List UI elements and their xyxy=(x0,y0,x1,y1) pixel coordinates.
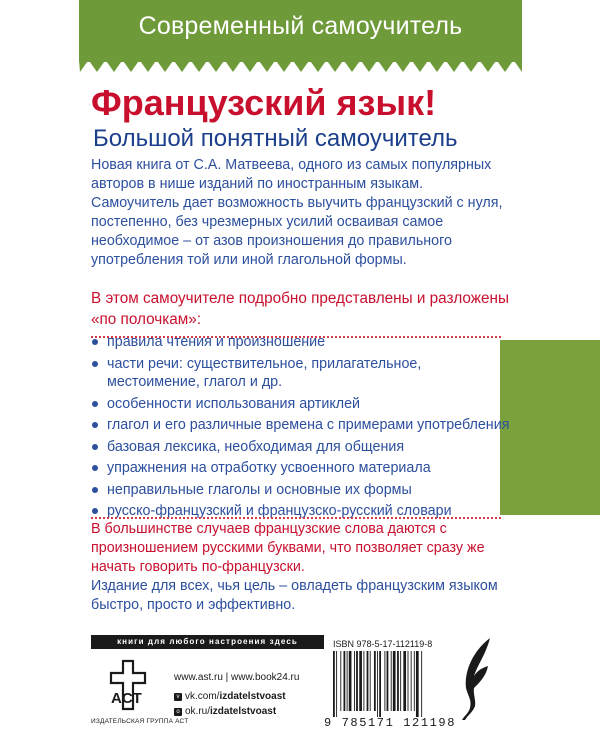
bullet-icon xyxy=(92,465,98,471)
side-green-tab xyxy=(500,340,600,515)
series-title: Современный самоучитель xyxy=(138,12,463,40)
dotted-divider xyxy=(91,517,501,519)
bullet-icon xyxy=(92,361,98,367)
slogan-bar: книги для любого настроения здесь xyxy=(91,635,324,649)
banner-zigzag-edge xyxy=(79,60,522,76)
logo-lettering: ACT xyxy=(111,690,142,707)
barcode-number: 9 785171 121198 xyxy=(324,716,457,730)
features-lead: В этом самоучителе подробно представлены и разложены «по полочкам»: xyxy=(91,290,509,328)
intro-paragraph-2: Самоучитель дает возможность выучить французский с нуля, постепенно, без чрезмерных усилий осваивая самое необходимое – от азов произношения до правильного употребления той или иной глагольной формы. xyxy=(91,195,503,268)
isbn: ISBN 978-5-17-112119-8 xyxy=(333,639,433,649)
list-item: русско-французский и французско-русский словари xyxy=(91,502,511,521)
bullet-icon xyxy=(92,444,98,450)
publisher-name: ИЗДАТЕЛЬСКАЯ ГРУППА АСТ xyxy=(91,718,189,725)
book-title: Французский язык! xyxy=(91,82,437,123)
intro-paragraph-1: Новая книга от С.А. Матвеева, одного из самых популярных авторов в нише изданий по иностранным языкам. xyxy=(91,157,492,192)
vk-icon: v xyxy=(174,693,182,701)
list-item: неправильные глаголы и основные их формы xyxy=(91,481,511,500)
list-item: части речи: существительное, прилагательное, местоимение, глагол и др. xyxy=(91,355,511,392)
ast-logo-icon xyxy=(93,657,155,715)
closing-highlight: В большинстве случаев французские слова даются с произношением русскими буквами, что позволяет сразу же начать говорить по-французски. xyxy=(91,521,485,575)
list-item: упражнения на отработку усвоенного материала xyxy=(91,459,511,478)
list-item: особенности использования артиклей xyxy=(91,395,511,414)
bullet-icon xyxy=(92,508,98,514)
ok-icon: o xyxy=(174,708,182,716)
ok-link[interactable]: o ok.ru/ izdatelstvoast xyxy=(174,706,276,717)
list-item: правила чтения и произношение xyxy=(91,333,511,352)
intro-text xyxy=(91,156,511,270)
vk-link[interactable]: v vk.com/ izdatelstvoast xyxy=(174,691,286,702)
header-banner xyxy=(79,0,522,62)
features-list xyxy=(91,333,511,524)
bullet-icon xyxy=(92,339,98,345)
bullet-icon xyxy=(92,422,98,428)
bullet-icon xyxy=(92,401,98,407)
book-subtitle: Большой понятный самоучитель xyxy=(93,125,458,152)
websites: www.ast.ru | www.book24.ru xyxy=(174,672,300,683)
bullet-icon xyxy=(92,487,98,493)
barcode-icon xyxy=(331,651,449,717)
closing-text: Издание для всех, чья цель – овладеть французским языком быстро, просто и эффективно. xyxy=(91,578,498,613)
list-item: базовая лексика, необходимая для общения xyxy=(91,438,511,457)
quill-icon xyxy=(456,636,496,722)
list-item: глагол и его различные времена с примерами употребления xyxy=(91,416,511,435)
